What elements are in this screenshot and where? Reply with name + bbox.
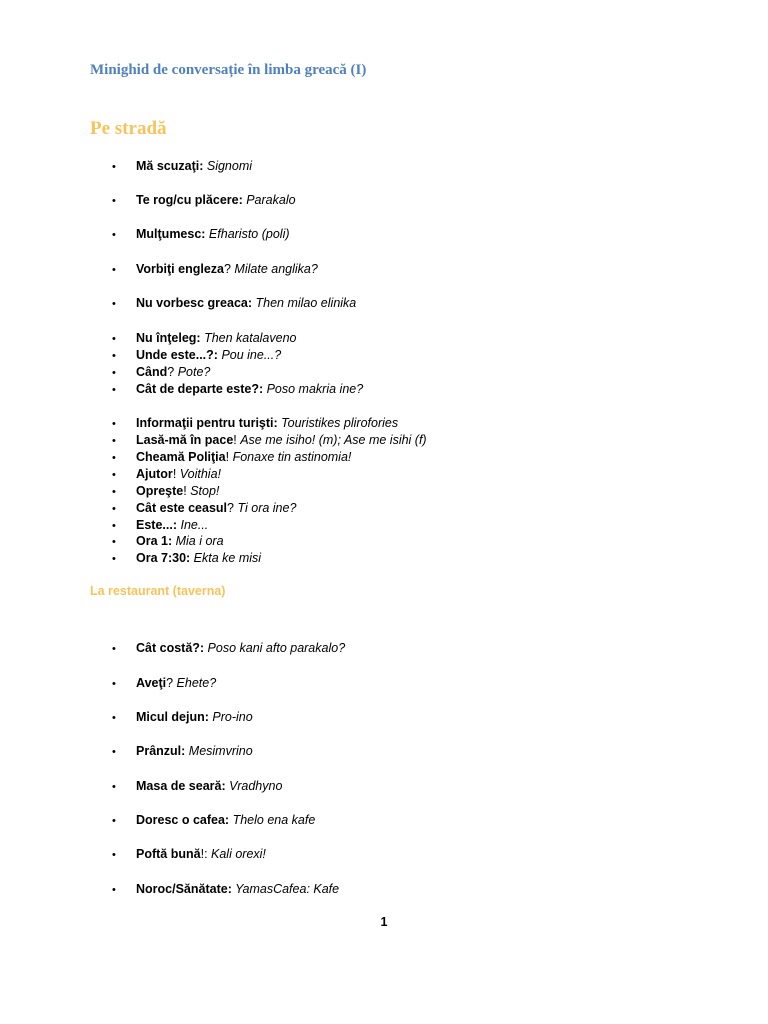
list-item: • Aveţi? Ehete?: [112, 675, 216, 692]
bullet-icon: •: [112, 229, 116, 241]
list-item: • Ajutor! Voithia!: [112, 466, 221, 483]
bullet-icon: •: [112, 469, 116, 481]
list-item: • Informaţii pentru turişti: Touristikes plirofories: [112, 415, 398, 432]
bullet-icon: •: [112, 815, 116, 827]
section-heading-la-restaurant: La restaurant (taverna): [90, 584, 226, 598]
list-item: • Noroc/Sănătate: YamasCafea: Kafe: [112, 881, 339, 898]
bullet-icon: •: [112, 298, 116, 310]
bullet-icon: •: [112, 553, 116, 565]
bullet-icon: •: [112, 520, 116, 532]
document-title: Minighid de conversație în limba greacă (I): [90, 62, 367, 78]
list-item: • Masa de seară: Vradhyno: [112, 778, 282, 795]
bullet-icon: •: [112, 781, 116, 793]
section-heading-pe-strada: Pe stradă: [90, 118, 167, 139]
bullet-icon: •: [112, 367, 116, 379]
list-item: • Unde este...?: Pou ine...?: [112, 347, 281, 364]
list-item: • Cât este ceasul? Ti ora ine?: [112, 500, 296, 517]
list-item: • Opreşte! Stop!: [112, 483, 219, 500]
bullet-icon: •: [112, 712, 116, 724]
list-item: • Când? Pote?: [112, 364, 210, 381]
bullet-icon: •: [112, 486, 116, 498]
bullet-icon: •: [112, 884, 116, 896]
list-item: • Este...: Ine...: [112, 517, 208, 534]
list-item: • Nu înţeleg: Then katalaveno: [112, 330, 297, 347]
bullet-icon: •: [112, 435, 116, 447]
list-item: • Cât de departe este?: Poso makria ine?: [112, 381, 363, 398]
bullet-icon: •: [112, 849, 116, 861]
list-item: • Lasă-mă în pace! Ase me isiho! (m); Ase me isihi (f): [112, 432, 427, 449]
bullet-icon: •: [112, 350, 116, 362]
list-item: • Mă scuzaţi: Signomi: [112, 158, 252, 175]
list-item: • Ora 1: Mia i ora: [112, 533, 224, 550]
bullet-icon: •: [112, 536, 116, 548]
bullet-icon: •: [112, 418, 116, 430]
list-item: • Ora 7:30: Ekta ke misi: [112, 550, 261, 567]
bullet-icon: •: [112, 746, 116, 758]
list-item: • Poftă bună!: Kali orexi!: [112, 846, 266, 863]
bullet-icon: •: [112, 161, 116, 173]
bullet-icon: •: [112, 452, 116, 464]
list-item: • Mulţumesc: Efharisto (poli): [112, 226, 290, 243]
list-item: • Cheamă Poliţia! Fonaxe tin astinomia!: [112, 449, 351, 466]
list-item: • Doresc o cafea: Thelo ena kafe: [112, 812, 315, 829]
list-item: • Prânzul: Mesimvrino: [112, 743, 253, 760]
page-number: 1: [380, 915, 388, 929]
list-item: • Te rog/cu plăcere: Parakalo: [112, 192, 296, 209]
bullet-icon: •: [112, 678, 116, 690]
bullet-icon: •: [112, 503, 116, 515]
list-item: • Vorbiţi engleza? Milate anglika?: [112, 261, 318, 278]
bullet-icon: •: [112, 643, 116, 655]
bullet-icon: •: [112, 195, 116, 207]
list-item: • Micul dejun: Pro-ino: [112, 709, 253, 726]
bullet-icon: •: [112, 264, 116, 276]
list-item: • Nu vorbesc greaca: Then milao elinika: [112, 295, 356, 312]
list-item: • Cât costă?: Poso kani afto parakalo?: [112, 640, 345, 657]
bullet-icon: •: [112, 333, 116, 345]
bullet-icon: •: [112, 384, 116, 396]
